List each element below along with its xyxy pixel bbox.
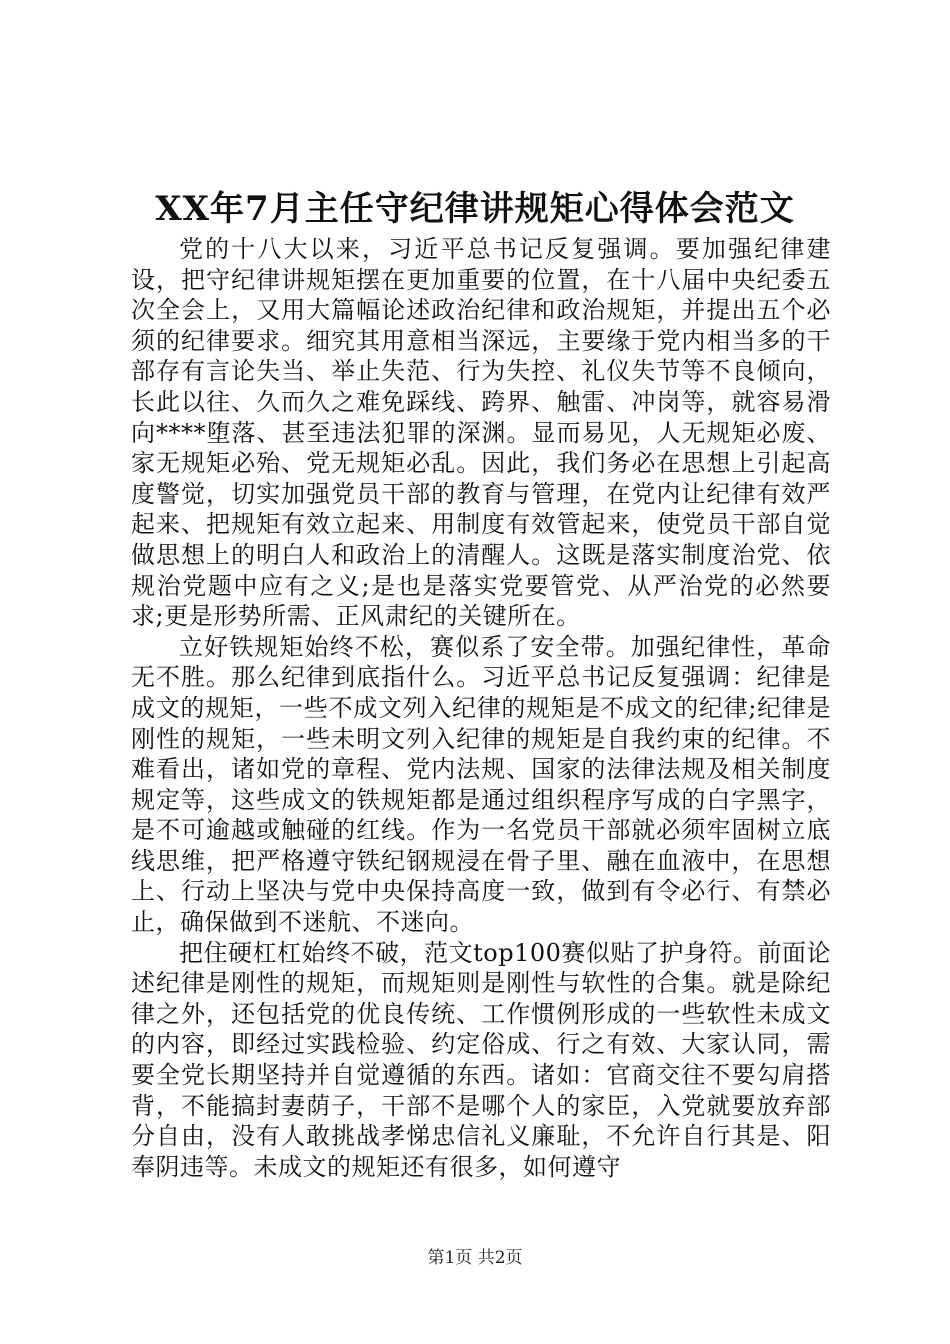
document-body	[131, 234, 831, 1182]
page-number-footer: 第1页 共2页	[427, 1248, 523, 1268]
paragraph-1: 党的十八大以来，习近平总书记反复强调。要加强纪律建设，把守纪律讲规矩摆在更加重要的位置，在十八届中央纪委五次全会上，又用大篇幅论述政治纪律和政治规矩，并提出五个必须的纪律要求。细究其用意相当深远，主要缘于党内相当多的干部存有言论失当、举止失范、行为失控、礼仪失节等不良倾向，长此以往、久而久之难免踩线、跨界、触雷、冲岗等，就容易滑向****堕落、甚至违法犯罪的深渊。显而易见，人无规矩必废、家无规矩必殆、党无规矩必乱。因此，我们务必在思想上引起高度警觉，切实加强党员干部的教育与管理，在党内让纪律有效严起来、把规矩有效立起来、用制度有效管起来，使党员干部自觉做思想上的明白人和政治上的清醒人。这既是落实制度治党、依规治党题中应有之义;是也是落实党要管党、从严治党的必然要求;更是形势所需、正风肃纪的关键所在。	[131, 235, 831, 631]
paragraph-2: 立好铁规矩始终不松，赛似系了安全带。加强纪律性，革命无不胜。那么纪律到底指什么。习近平总书记反复强调：纪律是成文的规矩，一些不成文列入纪律的规矩是不成文的纪律;纪律是刚性的规矩，一些未明文列入纪律的规矩是自我约束的纪律。不难看出，诸如党的章程、党内法规、国家的法律法规及相关制度规定等，这些成文的铁规矩都是通过组织程序写成的白字黑字，是不可逾越或触碰的红线。作为一名党员干部就必须牢固树立底线思维，把严格遵守铁纪钢规浸在骨子里、融在血液中，在思想上、行动上坚决与党中央保持高度一致，做到有令必行、有禁必止，确保做到不迷航、不迷向。	[131, 632, 831, 937]
paragraph-3: 把住硬杠杠始终不破，范文top100赛似贴了护身符。前面论述纪律是刚性的规矩，而规矩则是刚性与软性的合集。就是除纪律之外，还包括党的优良传统、工作惯例形成的一些软性未成文的内容，即经过实践检验、约定俗成、行之有效、大家认同，需要全党长期坚持并自觉遵循的东西。诸如：官商交往不要勾肩搭背，不能搞封妻荫子，干部不是哪个人的家臣，入党就要放弃部分自由，没有人敢挑战孝悌忠信礼义廉耻，不允许自行其是、阳奉阴违等。未成文的规矩还有很多，如何遵守	[131, 938, 831, 1181]
document-title: XX年7月主任守纪律讲规矩心得体会范文	[155, 189, 795, 229]
